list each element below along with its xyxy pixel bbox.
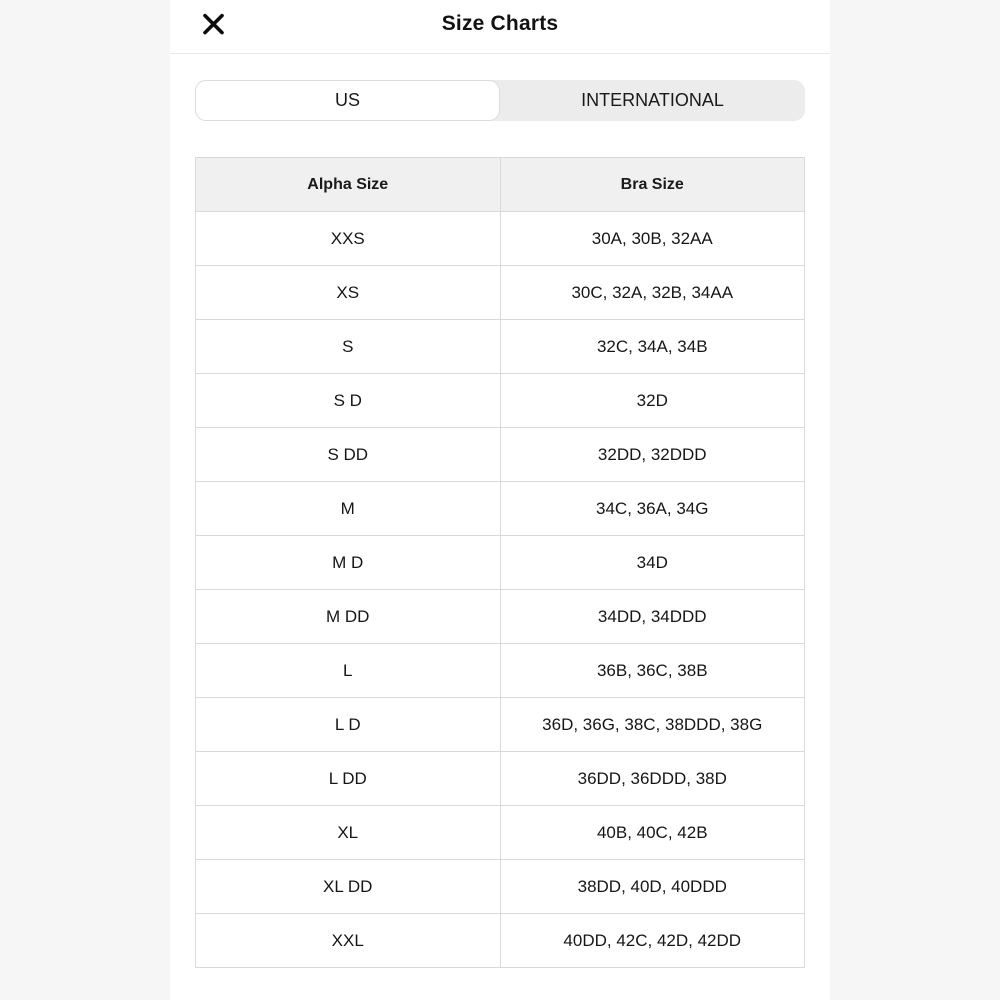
alpha-size-cell: XL DD xyxy=(196,860,501,914)
page-title: Size Charts xyxy=(441,11,559,35)
table-row xyxy=(196,428,805,482)
alpha-size-cell: S D xyxy=(196,374,501,428)
size-chart-table xyxy=(195,157,805,968)
bra-size-cell: 36D, 36G, 38C, 38DDD, 38G xyxy=(500,698,805,752)
bra-size-cell: 34D xyxy=(500,536,805,590)
table-row xyxy=(196,320,805,374)
table-row xyxy=(196,914,805,968)
table-row xyxy=(196,698,805,752)
table-row xyxy=(196,482,805,536)
bra-size-cell: 36B, 36C, 38B xyxy=(500,644,805,698)
alpha-size-cell: M DD xyxy=(196,590,501,644)
table-row xyxy=(196,860,805,914)
size-charts-panel xyxy=(170,0,830,1000)
table-row xyxy=(196,752,805,806)
column-header-alpha-size: Alpha Size xyxy=(196,158,501,212)
table-header-row xyxy=(196,158,805,212)
table-row xyxy=(196,590,805,644)
bra-size-cell: 38DD, 40D, 40DDD xyxy=(500,860,805,914)
alpha-size-cell: XXL xyxy=(196,914,501,968)
table-row xyxy=(196,806,805,860)
alpha-size-cell: S DD xyxy=(196,428,501,482)
bra-size-cell: 34DD, 34DDD xyxy=(500,590,805,644)
tab-us[interactable]: US xyxy=(195,80,500,121)
alpha-size-cell: M D xyxy=(196,536,501,590)
alpha-size-cell: XL xyxy=(196,806,501,860)
bra-size-cell: 34C, 36A, 34G xyxy=(500,482,805,536)
tab-international[interactable]: INTERNATIONAL xyxy=(500,80,805,121)
content-area xyxy=(170,80,830,968)
region-segmented-control xyxy=(195,80,805,121)
bra-size-cell: 40DD, 42C, 42D, 42DD xyxy=(500,914,805,968)
alpha-size-cell: XXS xyxy=(196,212,501,266)
close-icon xyxy=(200,11,227,38)
bra-size-cell: 36DD, 36DDD, 38D xyxy=(500,752,805,806)
close-button[interactable] xyxy=(198,9,228,39)
top-bar xyxy=(170,0,830,54)
alpha-size-cell: L D xyxy=(196,698,501,752)
bra-size-cell: 40B, 40C, 42B xyxy=(500,806,805,860)
bra-size-cell: 30A, 30B, 32AA xyxy=(500,212,805,266)
alpha-size-cell: S xyxy=(196,320,501,374)
bra-size-cell: 30C, 32A, 32B, 34AA xyxy=(500,266,805,320)
bra-size-cell: 32D xyxy=(500,374,805,428)
table-row xyxy=(196,536,805,590)
alpha-size-cell: L DD xyxy=(196,752,501,806)
bra-size-cell: 32DD, 32DDD xyxy=(500,428,805,482)
bra-size-cell: 32C, 34A, 34B xyxy=(500,320,805,374)
column-header-bra-size: Bra Size xyxy=(500,158,805,212)
table-row xyxy=(196,644,805,698)
alpha-size-cell: L xyxy=(196,644,501,698)
table-row xyxy=(196,266,805,320)
table-row xyxy=(196,374,805,428)
alpha-size-cell: M xyxy=(196,482,501,536)
table-row xyxy=(196,212,805,266)
alpha-size-cell: XS xyxy=(196,266,501,320)
